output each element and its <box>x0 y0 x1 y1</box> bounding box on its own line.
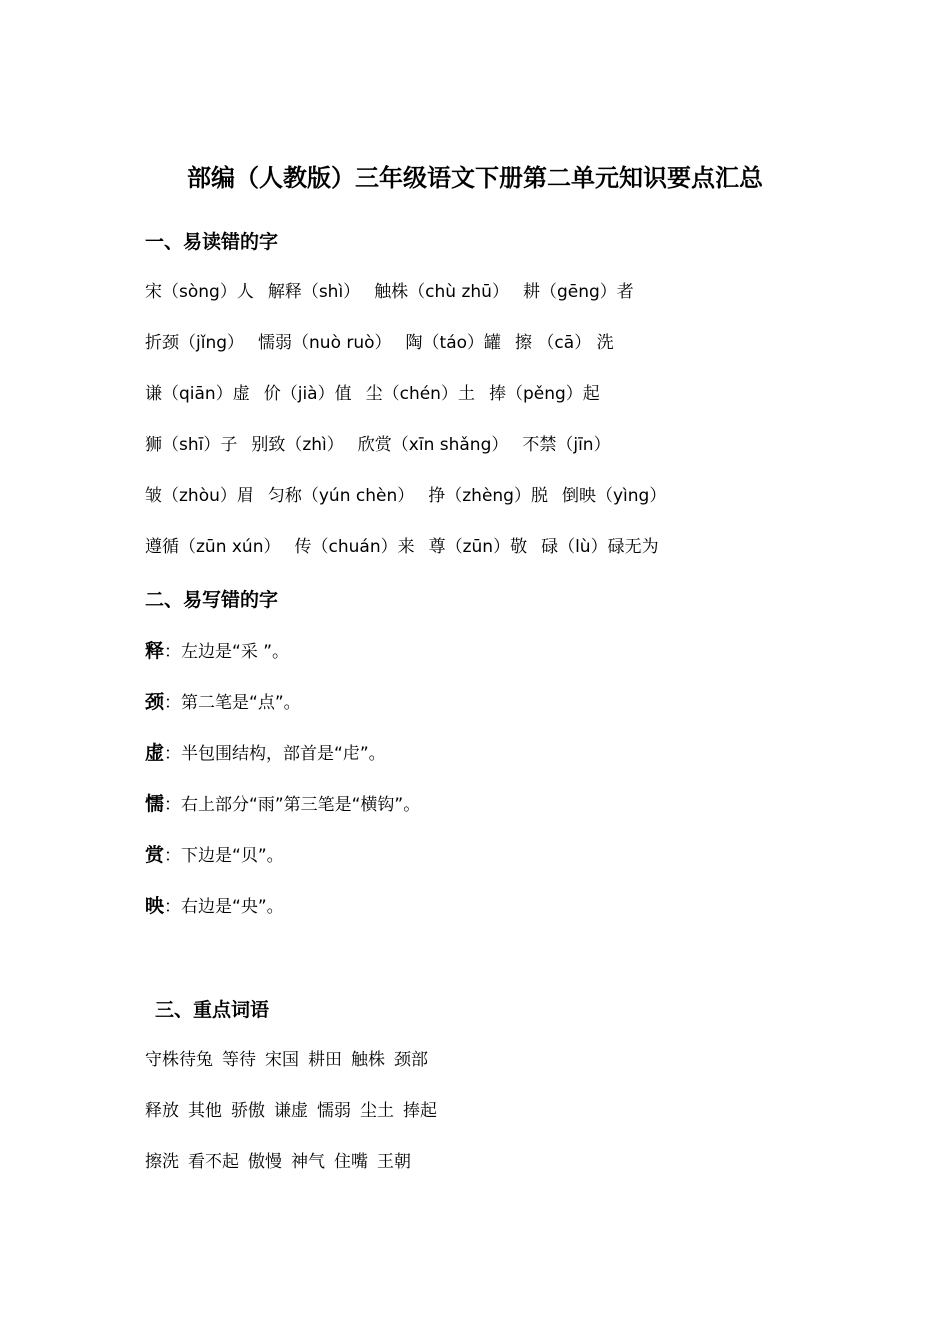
key-word: 守株待兔 <box>145 1050 213 1070</box>
section-heading-misread: 一、易读错的字 <box>145 231 279 253</box>
word-line <box>145 1149 420 1175</box>
pinyin-line <box>145 534 659 560</box>
pinyin-entry: 遵循（zūn xún） <box>145 537 281 557</box>
pinyin-entry: 皱（zhòu）眉 <box>145 486 254 506</box>
note-text: ：右边是“央”。 <box>164 897 284 917</box>
pinyin-entry: 擦 （cā） 洗 <box>515 333 614 353</box>
pinyin-line <box>145 432 611 458</box>
pinyin-entry: 宋（sòng）人 <box>145 282 254 302</box>
key-word: 傲慢 <box>248 1152 282 1172</box>
writing-note <box>145 689 301 716</box>
pinyin-entry: 懦弱（nuò ruò） <box>258 333 392 353</box>
pinyin-line <box>145 279 634 305</box>
key-word: 耕田 <box>308 1050 342 1070</box>
pinyin-entry: 欣赏（xīn shǎng） <box>357 435 509 455</box>
note-text: ：半包围结构，部首是“虍”。 <box>164 744 386 764</box>
key-word: 神气 <box>291 1152 325 1172</box>
pinyin-entry: 陶（táo）罐 <box>405 333 502 353</box>
pinyin-entry: 不禁（jīn） <box>522 435 611 455</box>
pinyin-entry: 匀称（yún chèn） <box>267 486 415 506</box>
pinyin-entry: 倒映（yìng） <box>561 486 667 506</box>
key-word: 尘土 <box>360 1101 394 1121</box>
pinyin-entry: 挣（zhèng）脱 <box>428 486 548 506</box>
pinyin-line <box>145 381 600 407</box>
key-word: 王朝 <box>377 1152 411 1172</box>
note-character: 赏 <box>145 844 165 866</box>
writing-note <box>145 842 284 869</box>
note-character: 懦 <box>145 793 165 815</box>
note-character: 释 <box>145 640 165 662</box>
note-character: 映 <box>145 895 165 917</box>
key-word: 擦洗 <box>145 1152 179 1172</box>
pinyin-entry: 耕（gēng）者 <box>522 282 634 302</box>
key-word: 懦弱 <box>317 1101 351 1121</box>
pinyin-entry: 别致（zhì） <box>251 435 344 455</box>
note-character: 颈 <box>145 691 165 713</box>
pinyin-entry: 狮（shī）子 <box>145 435 238 455</box>
key-word: 触株 <box>351 1050 385 1070</box>
section-heading-key-words: 三、重点词语 <box>155 999 270 1021</box>
pinyin-entry: 价（jià）值 <box>263 384 352 404</box>
pinyin-entry: 尘（chén）土 <box>365 384 475 404</box>
note-text: ：下边是“贝”。 <box>164 846 284 866</box>
writing-note <box>145 791 420 818</box>
key-word: 其他 <box>188 1101 222 1121</box>
key-word: 颈部 <box>394 1050 428 1070</box>
key-word: 住嘴 <box>334 1152 368 1172</box>
pinyin-entry: 传（chuán）来 <box>294 537 415 557</box>
key-word: 捧起 <box>403 1101 437 1121</box>
pinyin-line <box>145 483 666 509</box>
pinyin-entry: 碌（lù）碌无为 <box>541 537 659 557</box>
writing-note <box>145 893 284 920</box>
word-line <box>145 1098 446 1124</box>
pinyin-entry: 尊（zūn）敬 <box>428 537 528 557</box>
key-word: 看不起 <box>188 1152 239 1172</box>
key-word: 骄傲 <box>231 1101 265 1121</box>
note-character: 虚 <box>145 742 165 764</box>
pinyin-entry: 触株（chù zhū） <box>374 282 509 302</box>
key-word: 宋国 <box>265 1050 299 1070</box>
pinyin-entry: 折颈（jǐng） <box>145 333 245 353</box>
word-line <box>145 1047 437 1073</box>
writing-note <box>145 740 386 767</box>
key-word: 释放 <box>145 1101 179 1121</box>
note-text: ：右上部分“雨”第三笔是“横钩”。 <box>164 795 421 815</box>
note-text: ：第二笔是“点”。 <box>164 693 301 713</box>
pinyin-line <box>145 330 614 356</box>
key-word: 谦虚 <box>274 1101 308 1121</box>
pinyin-entry: 解释（shì） <box>267 282 361 302</box>
pinyin-entry: 捧（pěng）起 <box>488 384 600 404</box>
pinyin-entry: 谦（qiān）虚 <box>145 384 250 404</box>
key-word: 等待 <box>222 1050 256 1070</box>
writing-note <box>145 638 289 665</box>
page-title: 部编（人教版）三年级语文下册第二单元知识要点汇总 <box>187 164 763 192</box>
section-heading-miswritten: 二、易写错的字 <box>145 589 279 611</box>
note-text: ：左边是“采 ”。 <box>164 642 290 662</box>
